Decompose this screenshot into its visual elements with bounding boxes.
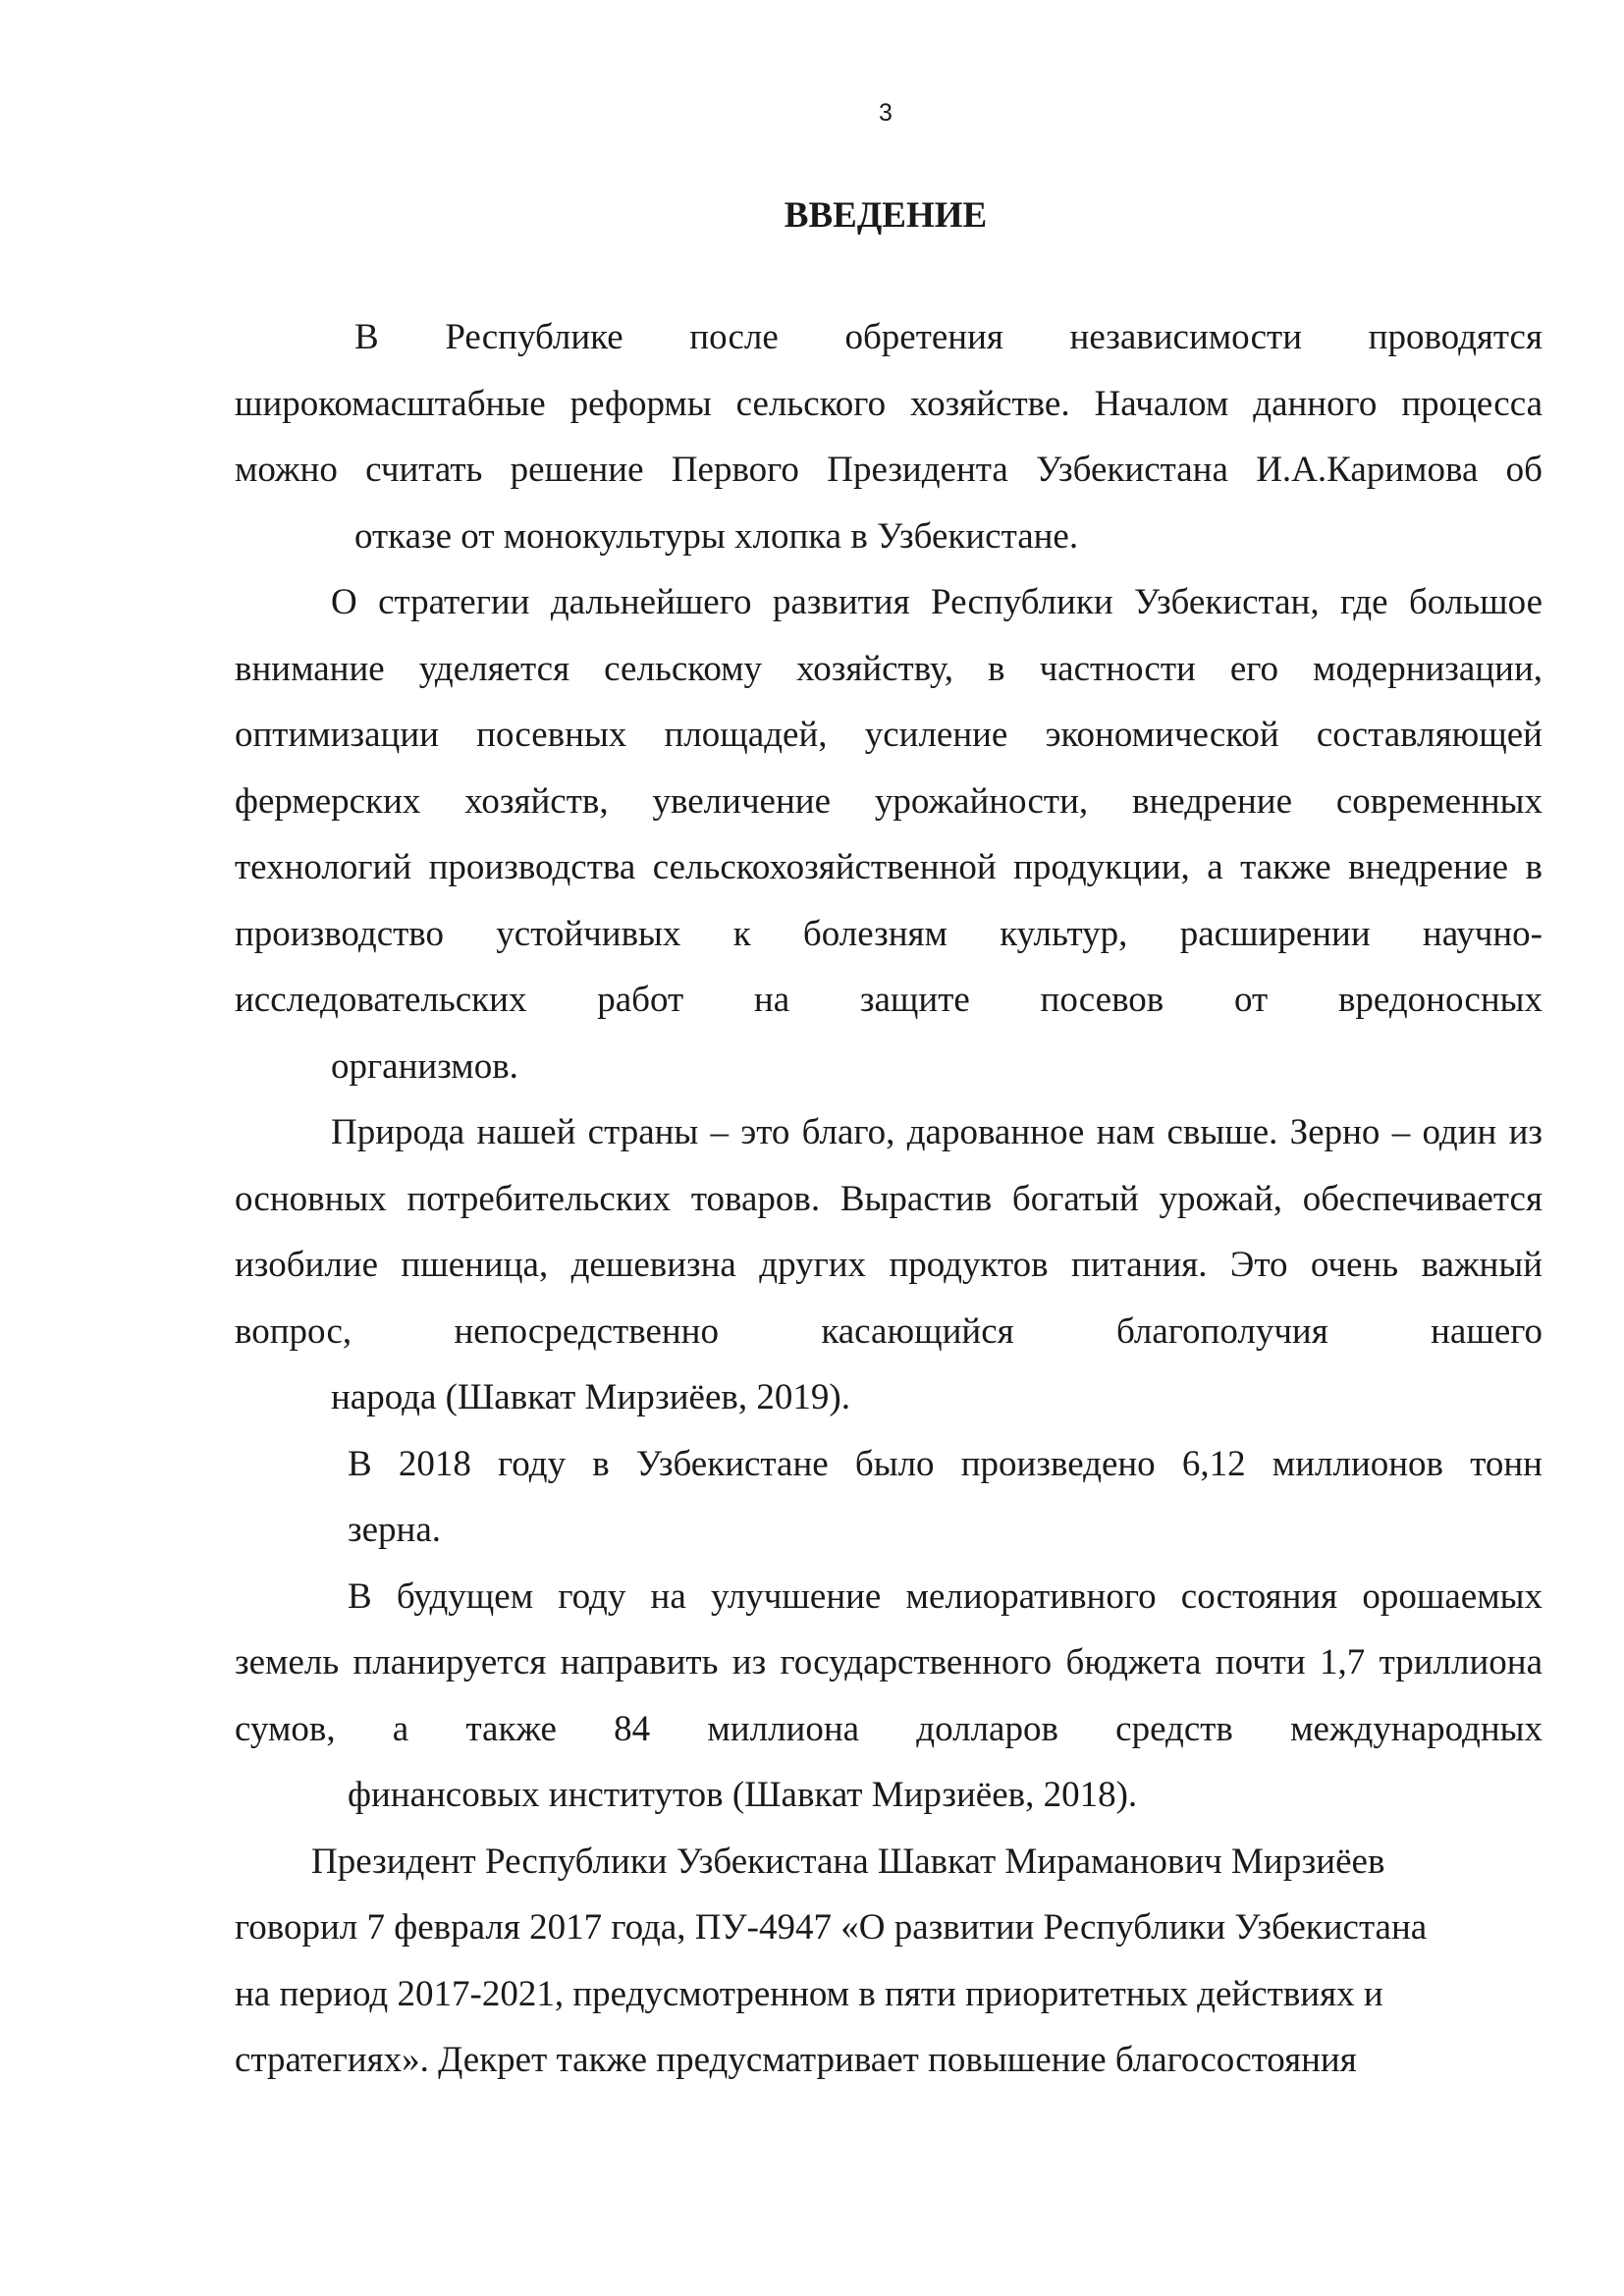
paragraph-4-last-line: зерна. bbox=[348, 1510, 442, 1550]
paragraph-5-body: В будущем году на улучшение мелиоративного состояния орошаемых земель планируется направить из государственного бюджета почти 1,7 триллиона сумов, а также 84 миллиона долларов средств международных bbox=[235, 1575, 1543, 1749]
paragraph-5 bbox=[235, 1564, 1543, 1829]
paragraph-6-line-3: на период 2017-2021, предусмотренном в пяти приоритетных действиях и bbox=[235, 1973, 1383, 2014]
paragraph-6-line-1: Президент Республики Узбекистана Шавкат Мираманович Мирзиёев bbox=[311, 1841, 1385, 1882]
paragraph-4-body: В 2018 году в Узбекистане было произведено 6,12 миллионов тонн bbox=[348, 1443, 1543, 1484]
body-text bbox=[235, 304, 1543, 2094]
paragraph-3-last-line: народа (Шавкат Мирзиёев, 2019). bbox=[331, 1377, 850, 1417]
paragraph-3 bbox=[235, 1099, 1543, 1431]
section-heading: ВВЕДЕНИЕ bbox=[784, 195, 988, 236]
paragraph-3-body: Природа нашей страны – это благо, дарованное нам свыше. Зерно – один из основных потребительских товаров. Вырастив богатый урожай, обеспечивается изобилие пшеница, дешевизна других продуктов питания. Это очень важный вопрос, непосредственно касающийся благополучия нашего bbox=[235, 1112, 1543, 1352]
paragraph-2 bbox=[235, 569, 1543, 1099]
page-number: 3 bbox=[879, 99, 893, 127]
paragraph-1-last-line: отказе от монокультуры хлопка в Узбекистане. bbox=[354, 515, 1079, 557]
paragraph-1 bbox=[235, 304, 1543, 569]
paragraph-6-line-2: говорил 7 февраля 2017 года, ПУ-4947 «О развитии Республики Узбекистана bbox=[235, 1907, 1428, 1948]
paragraph-4 bbox=[235, 1431, 1543, 1564]
paragraph-2-last-line: организмов. bbox=[331, 1045, 518, 1087]
paragraph-2-body: О стратегии дальнейшего развития Республики Узбекистан, где большое внимание уделяется сельскому хозяйству, в частности его модернизации, оптимизации посевных площадей, усиление экономической составляющей фермерских хозяйств, увеличение урожайности, внедрение современных технологий производства сельскохозяйственной продукции, а также внедрение в производство устойчивых к болезням культур, расширении научно-исследовательских работ на защите посевов от вредоносных bbox=[235, 582, 1543, 1020]
paragraph-5-last-line: финансовых институтов (Шавкат Мирзиёев, 2018). bbox=[348, 1775, 1138, 1815]
paragraph-6-line-4: стратегиях». Декрет также предусматривает повышение благосостояния bbox=[235, 2040, 1357, 2080]
paragraph-1-body: В Республике после обретения независимости проводятся широкомасштабные реформы сельского хозяйстве. Началом данного процесса можно считать решение Первого Президента Узбекистана И.А.Каримова об bbox=[235, 317, 1543, 490]
paragraph-6 bbox=[235, 1829, 1501, 2094]
